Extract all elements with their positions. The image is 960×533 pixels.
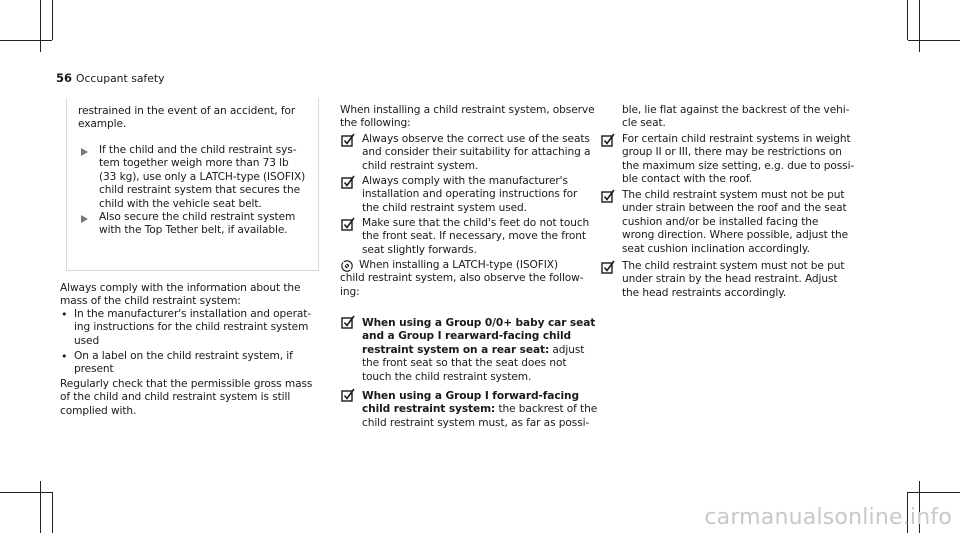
- bullet-icon: •: [61, 308, 68, 321]
- check-item: When using a Group 0/0+ baby car seat and a Group I rearward-facing child restraint system on a rear seat: adjust the front seat so that the seat does not touch the child restraint system.: [362, 317, 596, 383]
- crop-mark: [908, 492, 960, 493]
- crop-mark: [40, 0, 41, 52]
- crop-mark: [908, 40, 960, 41]
- watermark: carmanualsonline.info: [704, 505, 952, 530]
- box-bottom-rule: [66, 270, 318, 271]
- check-item: Always observe the correct use of the seats and consider their suitability for attaching a child restraint system.: [362, 133, 591, 172]
- checkbox-icon: [341, 388, 355, 402]
- box-item: If the child and the child restraint sys- tem together weigh more than 73 lb (33 kg), use only a LATCH-type (ISOFIX) child restraint system that secures the child with the vehicle seat belt.: [99, 144, 306, 210]
- paragraph: When installing a child restraint system, observe the following:: [340, 104, 595, 130]
- box-item: Also secure the child restraint system with the Top Tether belt, if available.: [99, 211, 296, 237]
- check-item: Make sure that the child's feet do not touch the front seat. If necessary, move the front seat slightly forwards.: [362, 217, 590, 256]
- box-left-rule: [66, 98, 67, 270]
- paragraph: Always comply with the information about the mass of the child restraint system:: [60, 282, 301, 308]
- list-item: On a label on the child restraint system, if present: [74, 350, 293, 376]
- checkbox-icon: [341, 217, 355, 231]
- check-item: For certain child restraint systems in weight group II or III, there may be restrictions on the maximum size setting, e.g. due to possi- ble contact with the roof.: [622, 133, 855, 186]
- check-item: The child restraint system must not be put under strain by the head restraint. Adjust the head restraints accordingly.: [622, 260, 845, 299]
- check-item: When using a Group I forward-facing child restraint system: the backrest of the child restraint system must, as far as possi-: [362, 390, 598, 429]
- page-number: 56: [56, 71, 73, 85]
- crop-mark: [40, 481, 41, 533]
- checkbox-icon: [341, 133, 355, 147]
- arrow-icon: [81, 215, 88, 223]
- bullet-icon: •: [61, 350, 68, 363]
- section-title: Occupant safety: [76, 72, 165, 85]
- crop-mark: [52, 0, 53, 40]
- checkbox-icon: [601, 133, 615, 147]
- crop-mark: [0, 492, 52, 493]
- arrow-icon: [81, 148, 88, 156]
- box-intro: restrained in the event of an accident, for example.: [78, 105, 296, 131]
- checkbox-icon: [341, 175, 355, 189]
- crop-mark: [0, 40, 52, 41]
- checkbox-icon: [601, 189, 615, 203]
- box-right-rule: [318, 98, 319, 271]
- check-item-continued: ble, lie flat against the backrest of the vehi- cle seat.: [622, 104, 850, 130]
- crop-mark: [907, 0, 908, 40]
- info-note: When installing a LATCH-type (ISOFIX) child restraint system, also observe the follow- ing:: [340, 259, 584, 298]
- paragraph: Regularly check that the permissible gross mass of the child and child restraint system is still complied with.: [60, 378, 313, 417]
- check-item: Always comply with the manufacturer's installation and operating instructions for the child restraint system used.: [362, 175, 578, 214]
- crop-mark: [919, 0, 920, 52]
- checkbox-icon: [341, 315, 355, 329]
- list-item: In the manufacturer's installation and operat- ing instructions for the child restraint system used: [74, 308, 312, 347]
- check-item: The child restraint system must not be put under strain between the roof and the seat cushion and/or be installed facing the wrong direction. Where possible, adjust the seat cushion inclination accordingly.: [622, 189, 849, 255]
- checkbox-icon: [601, 260, 615, 274]
- crop-mark: [52, 492, 53, 533]
